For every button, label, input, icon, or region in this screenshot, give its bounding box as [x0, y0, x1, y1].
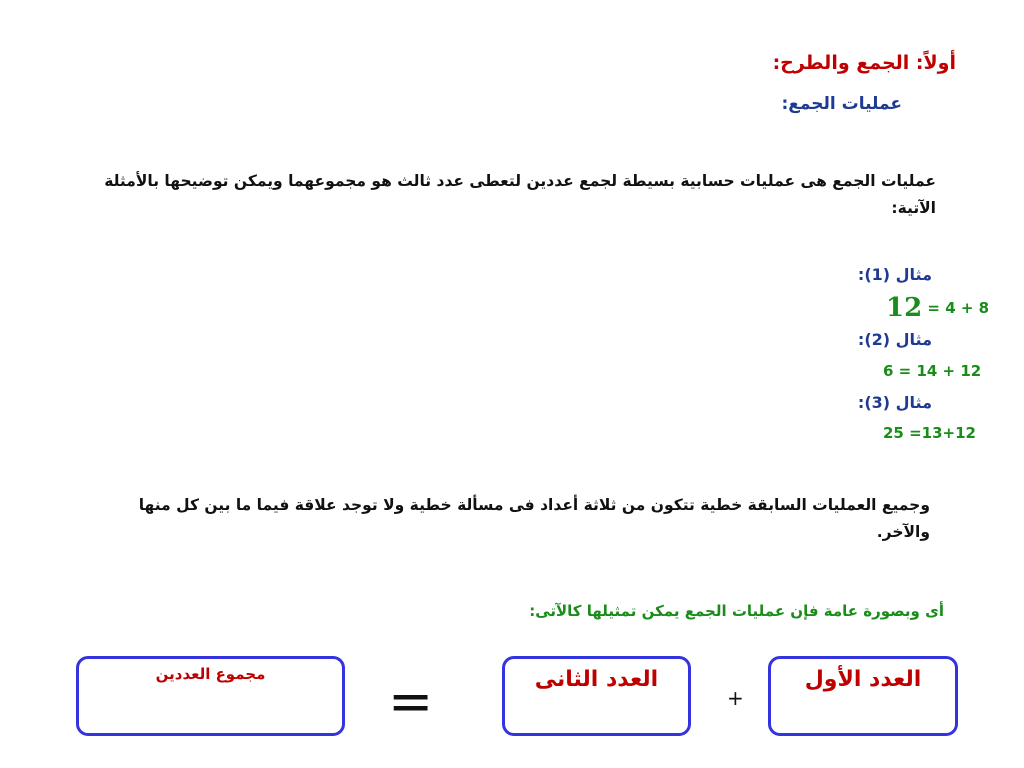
- intro-paragraph: [96, 168, 936, 222]
- plus-sign: +: [727, 686, 744, 710]
- example-3-label: مثال (3):: [857, 393, 932, 412]
- second-number-box: [502, 656, 691, 736]
- first-number-box: [768, 656, 958, 736]
- intro-line-1: عمليات الجمع هى عمليات حسابية بسيطة لجمع عددين لتعطى عدد ثالث هو مجموعهما ويمكن توضيحها بالأمثلة: [104, 172, 936, 190]
- example-3-equation: 25 =13+12: [883, 424, 976, 442]
- intro-line-2: الآتية:: [891, 199, 936, 217]
- section-heading: أولاً: الجمع والطرح:: [772, 52, 956, 74]
- equals-sign: =: [388, 670, 434, 733]
- example-1-equation: [886, 293, 989, 323]
- example-1-label: مثال (1):: [857, 265, 932, 284]
- example-2-equation: 6 = 14 + 12: [883, 362, 982, 380]
- general-note: أى وبصورة عامة فإن عمليات الجمع يمكن تمثيلها كالآتى:: [529, 602, 944, 620]
- sum-label: مجموع العددين: [155, 665, 266, 683]
- example-1-prefix: = 4 + 8: [927, 299, 990, 317]
- example-2-label: مثال (2):: [857, 330, 932, 349]
- first-number-label: العدد الأول: [804, 667, 922, 692]
- sum-box: [76, 656, 345, 736]
- conclusion-paragraph: وجميع العمليات السابقة خطية تتكون من ثلاثة أعداد فى مسألة خطية ولا توجد علاقة فيما ما بين كل منها والآخر.: [138, 496, 930, 541]
- subsection-heading: عمليات الجمع:: [781, 94, 902, 114]
- second-number-label: العدد الثانى: [534, 667, 659, 692]
- example-1-result: 12: [886, 293, 923, 323]
